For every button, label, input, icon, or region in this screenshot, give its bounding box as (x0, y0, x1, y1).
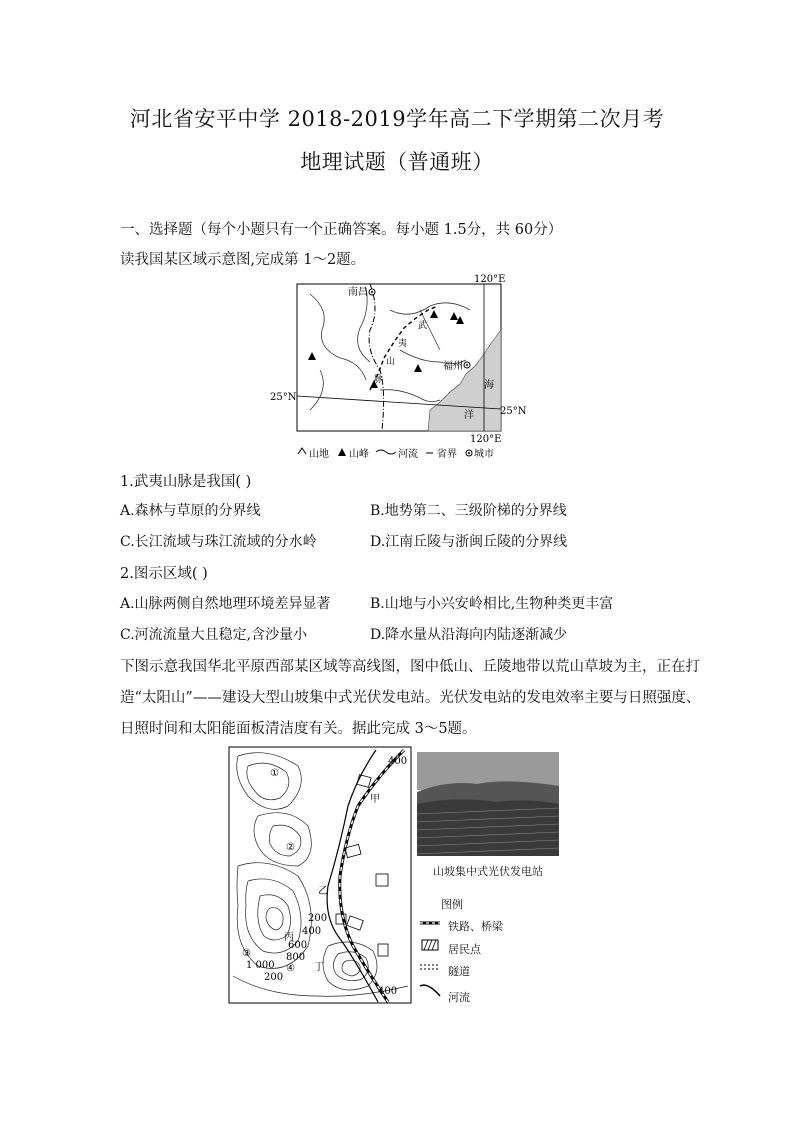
passage-line-2: 造“太阳山”——建设大型山坡集中式光伏发电站。光伏发电站的发电效率主要与日照强度、 (120, 690, 701, 706)
q2-option-a: A.山脉两侧自然地理环境差异显著 (120, 596, 331, 612)
section-heading: 一、选择题（每个小题只有一个正确答案。每小题 1.5分，共 60分） (120, 222, 563, 238)
legend-river-label: 河流 (448, 991, 470, 1004)
map-label-range-3: 山 (386, 357, 396, 367)
legend-city: 城市 (474, 449, 494, 460)
q1-option-b: B.地势第二、三级阶梯的分界线 (370, 503, 567, 519)
legend-mountain: 山地 (309, 449, 329, 460)
tunnel-icon (420, 965, 440, 969)
solar-station-photo (417, 752, 559, 856)
question-2-stem: 2.图示区域( ) (120, 566, 208, 582)
contour-label-200: 200 (308, 913, 328, 924)
place-bing: 丙 (284, 932, 294, 943)
contour-label-400a: 400 (388, 756, 408, 767)
river-icon (376, 450, 396, 454)
place-jia: 甲 (370, 794, 380, 805)
southeast-china-map (270, 270, 530, 465)
map-label-lat-right: 25°N (500, 406, 527, 417)
map-label-sea: 海 (484, 380, 494, 391)
map-label-nanchang: 南昌 (348, 287, 368, 298)
q1-option-c: C.长江流域与珠江流域的分水岭 (120, 534, 317, 550)
question-1-stem: 1.武夷山脉是我国( ) (120, 474, 252, 490)
marker-4: ④ (286, 963, 295, 974)
legend-border: 省界 (437, 449, 457, 460)
map-label-lon-top: 120°E (474, 274, 506, 285)
contour-label-400c: 400 (378, 986, 398, 997)
legend-peak: 山峰 (349, 449, 369, 460)
legend-settlement: 居民点 (448, 943, 481, 956)
contour-label-600: 600 (288, 940, 308, 951)
place-ding: 丁 (314, 962, 324, 973)
marker-2: ② (286, 842, 295, 853)
map-label-fuzhou: 福州 (443, 361, 463, 372)
legend-railway: 铁路、桥梁 (448, 920, 503, 933)
q2-option-c: C.河流流量大且稳定,含沙量小 (120, 627, 308, 643)
q1-option-d: D.江南丘陵与浙闽丘陵的分界线 (370, 534, 568, 550)
legend-title: 图例 (441, 898, 463, 911)
map-label-range-4: 脉 (374, 375, 384, 385)
page-subtitle: 地理试题（普通班） (300, 150, 494, 174)
passage-line-3: 日照时间和太阳能面板清洁度有关。据此完成 3～5题。 (120, 721, 477, 737)
contour-label-400b: 400 (302, 926, 322, 937)
marker-1: ① (270, 768, 279, 779)
settlement-icon (422, 940, 438, 950)
passage-line-1: 下图示意我国华北平原西部某区域等高线图，图中低山、丘陵地带以荒山草坡为主，正在打 (120, 659, 700, 675)
place-yi: 乙 (318, 886, 328, 897)
legend-river: 河流 (398, 449, 418, 460)
river-legend-icon (420, 985, 440, 996)
photo-caption: 山坡集中式光伏发电站 (433, 865, 543, 878)
q1-option-a: A.森林与草原的分界线 (120, 503, 261, 519)
map-label-range-2: 夷 (398, 339, 408, 349)
peak-icon (338, 448, 346, 456)
map-label-range-1: 武 (418, 321, 428, 331)
legend-tunnel: 隧道 (448, 965, 470, 978)
contour-label-200b: 200 (264, 972, 284, 983)
q2-option-d: D.降水量从沿海向内陆逐渐减少 (370, 627, 568, 643)
map-label-lat-left: 25°N (270, 392, 297, 403)
contour-label-800: 800 (286, 952, 306, 963)
q2-option-b: B.山地与小兴安岭相比,生物种类更丰富 (370, 596, 614, 612)
map-label-ocean: 洋 (464, 410, 474, 421)
marker-3: ③ (242, 948, 251, 959)
map-label-lon-bottom: 120°E (470, 434, 502, 445)
contour-label-1000: 1 000 (246, 960, 275, 971)
page-title: 河北省安平中学 2018-2019学年高二下学期第二次月考 (129, 107, 665, 131)
question-intro: 读我国某区域示意图,完成第 1～2题。 (120, 252, 366, 268)
legend-symbols (418, 912, 442, 1002)
mountain-area-icon (298, 448, 306, 454)
contour-map (228, 746, 412, 1004)
